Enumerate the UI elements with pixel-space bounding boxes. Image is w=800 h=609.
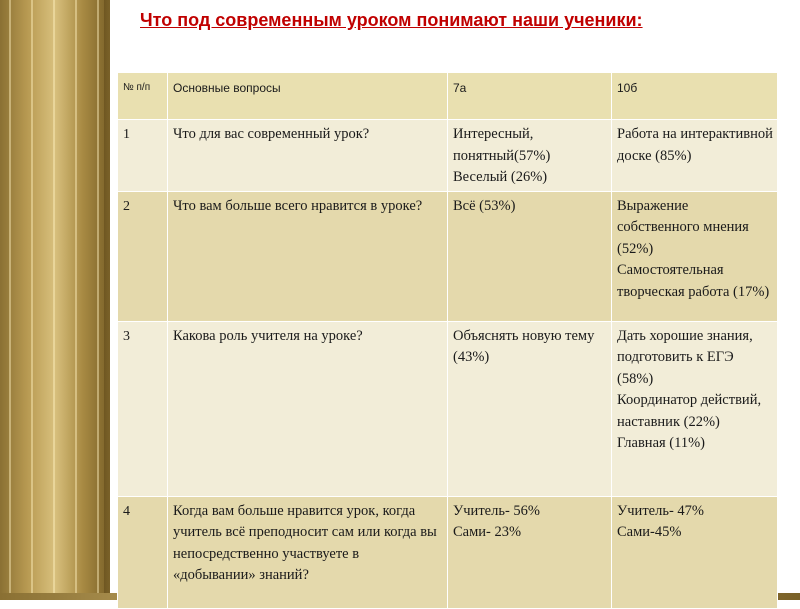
question-cell: Какова роль учителя на уроке? — [168, 321, 448, 496]
answer-line: Интересный, понятный(57%) — [453, 126, 551, 164]
question-cell: Что вам больше всего нравится в уроке? — [168, 191, 448, 321]
decorative-left-band — [0, 0, 110, 600]
header-number: № п/п — [118, 73, 168, 120]
header-class-7a: 7а — [448, 73, 612, 120]
answer-line: Учитель- 47% — [617, 502, 704, 519]
table-row — [118, 321, 778, 496]
answer-line: Дать хорошие знания, подготовить к ЕГЭ (58%) — [617, 327, 753, 387]
row-number: 2 — [118, 191, 168, 321]
survey-table — [117, 72, 778, 609]
answer-line: Сами-45% — [617, 524, 682, 540]
table-row — [118, 120, 778, 192]
row-number: 4 — [118, 496, 168, 608]
row-number: 1 — [118, 120, 168, 192]
answer-line: Выражение собственного мнения (52%) — [617, 197, 749, 257]
answer-line: Самостоятельная творческая работа (17%) — [617, 262, 770, 300]
answer-10b-cell — [612, 191, 778, 321]
answer-line: Учитель- 56% — [453, 502, 540, 519]
table-header-row — [118, 73, 778, 120]
answer-line: Сами- 23% — [453, 524, 522, 540]
question-cell: Что для вас современный урок? — [168, 120, 448, 192]
row-number: 3 — [118, 321, 168, 496]
header-class-10b: 10б — [612, 73, 778, 120]
table-row — [118, 496, 778, 608]
table-row — [118, 191, 778, 321]
answer-line: Работа на интерактивной доске (85%) — [617, 126, 773, 164]
answer-7a-cell — [448, 191, 612, 321]
answer-line: Веселый (26%) — [453, 169, 548, 185]
answer-7a-cell — [448, 321, 612, 496]
question-cell: Когда вам больше нравится урок, когда учитель всё преподносит сам или когда вы непосредственно участвуете в «добывании» знаний? — [168, 496, 448, 608]
answer-7a-cell — [448, 496, 612, 608]
answer-10b-cell — [612, 321, 778, 496]
answer-line: Всё (53%) — [453, 197, 516, 214]
answer-line: Главная (11%) — [617, 435, 705, 451]
answer-10b-cell — [612, 496, 778, 608]
answer-10b-cell — [612, 120, 778, 192]
header-questions: Основные вопросы — [168, 73, 448, 120]
answer-line: Объяснять новую тему (43%) — [453, 327, 595, 365]
slide-title: Что под современным уроком понимают наши ученики: — [140, 10, 643, 30]
answer-line: Координатор действий, наставник (22%) — [617, 392, 762, 430]
answer-7a-cell — [448, 120, 612, 192]
